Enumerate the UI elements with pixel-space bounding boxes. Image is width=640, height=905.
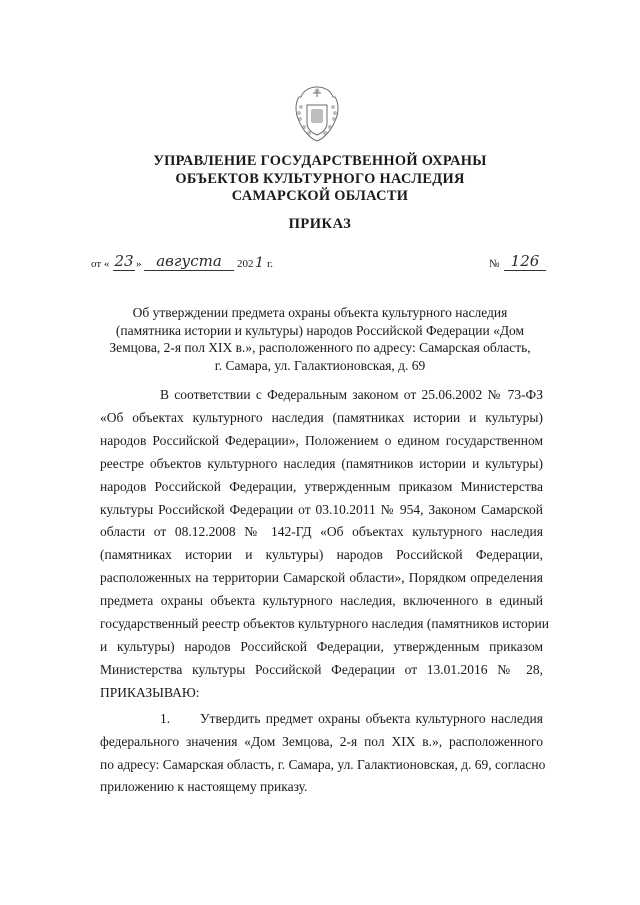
body-line: федерального значения «Дом Земцова, 2-я пол XIX в.», расположенного bbox=[100, 733, 543, 749]
body-line: расположенных на территории Самарской области», Порядком определения bbox=[100, 570, 543, 586]
date-close-quote: » bbox=[136, 258, 142, 270]
body-line: В соответствии с Федеральным законом от 25.06.2002 № 73-ФЗ bbox=[160, 387, 543, 402]
body-line: народов Российской Федерации», Положением о едином государственном bbox=[100, 432, 543, 448]
body-line: (памятниках истории и культуры) народов Российской Федерации, bbox=[100, 547, 543, 563]
year-prefix: 202 bbox=[237, 258, 254, 270]
organization-name bbox=[0, 153, 640, 206]
handwritten-month: августа bbox=[144, 252, 234, 271]
document-subject bbox=[0, 304, 640, 374]
document-type-title: ПРИКАЗ bbox=[288, 216, 352, 232]
subject-line: Земцова, 2-я пол XIX в.», расположенного по адресу: Самарская область, bbox=[109, 340, 531, 355]
order-word: ПРИКАЗЫВАЮ: bbox=[100, 684, 200, 700]
item-1-first-line bbox=[100, 708, 543, 731]
coat-of-arms-icon bbox=[289, 83, 345, 145]
year-label: г. bbox=[267, 258, 274, 270]
date-number-line bbox=[91, 247, 551, 273]
handwritten-number: 126 bbox=[504, 252, 546, 271]
body-line: приложению к настоящему приказу. bbox=[100, 779, 308, 795]
body-line: культуры Российской Федерации от 03.10.2011 № 954, Законом Самарской bbox=[100, 501, 543, 517]
org-line: ОБЪЕКТОВ КУЛЬТУРНОГО НАСЛЕДИЯ bbox=[175, 170, 465, 187]
subject-line: г. Самара, ул. Галактионовская, д. 69 bbox=[214, 357, 426, 373]
body-line: и культуры) народов Российской Федерации, утвержденным приказом bbox=[100, 638, 543, 654]
subject-line: (памятника истории и культуры) народов Российской Федерации «Дом bbox=[115, 322, 525, 338]
item-number: 1. bbox=[160, 710, 171, 726]
org-line: УПРАВЛЕНИЕ ГОСУДАРСТВЕННОЙ ОХРАНЫ bbox=[153, 153, 487, 169]
item-1-text: Утвердить предмет охраны объекта культурного наследия bbox=[200, 710, 543, 726]
body-line: по адресу: Самарская область, г. Самара, ул. Галактионовская, д. 69, согласно bbox=[100, 756, 546, 772]
body-line: Министерства культуры Российской Федерации от 13.01.2016 № 28, bbox=[100, 661, 543, 677]
body-line: «Об объектах культурного наследия (памятниках истории и культуры) bbox=[100, 409, 543, 425]
date-prefix: от « bbox=[91, 258, 110, 270]
body-line: реестре объектов культурного наследия (памятников истории и культуры) bbox=[100, 455, 543, 471]
handwritten-year-digit: 1 bbox=[255, 255, 264, 271]
body-line: предмета охраны объекта культурного наследия, включенного в единый bbox=[100, 593, 543, 609]
body-line: области от 08.12.2008 № 142-ГД «Об объектах культурного наследия bbox=[100, 524, 543, 540]
document-body bbox=[100, 384, 549, 799]
subject-line: Об утверждении предмета охраны объекта культурного наследия bbox=[132, 305, 508, 320]
body-line: государственный реестр объектов культурного наследия (памятников истории bbox=[100, 616, 549, 632]
org-line: САМАРСКОЙ ОБЛАСТИ bbox=[231, 188, 409, 204]
body-line: народов Российской Федерации, утвержденным приказом Министерства bbox=[100, 478, 543, 494]
handwritten-day: 23 bbox=[114, 252, 134, 270]
number-label: № bbox=[489, 258, 500, 270]
